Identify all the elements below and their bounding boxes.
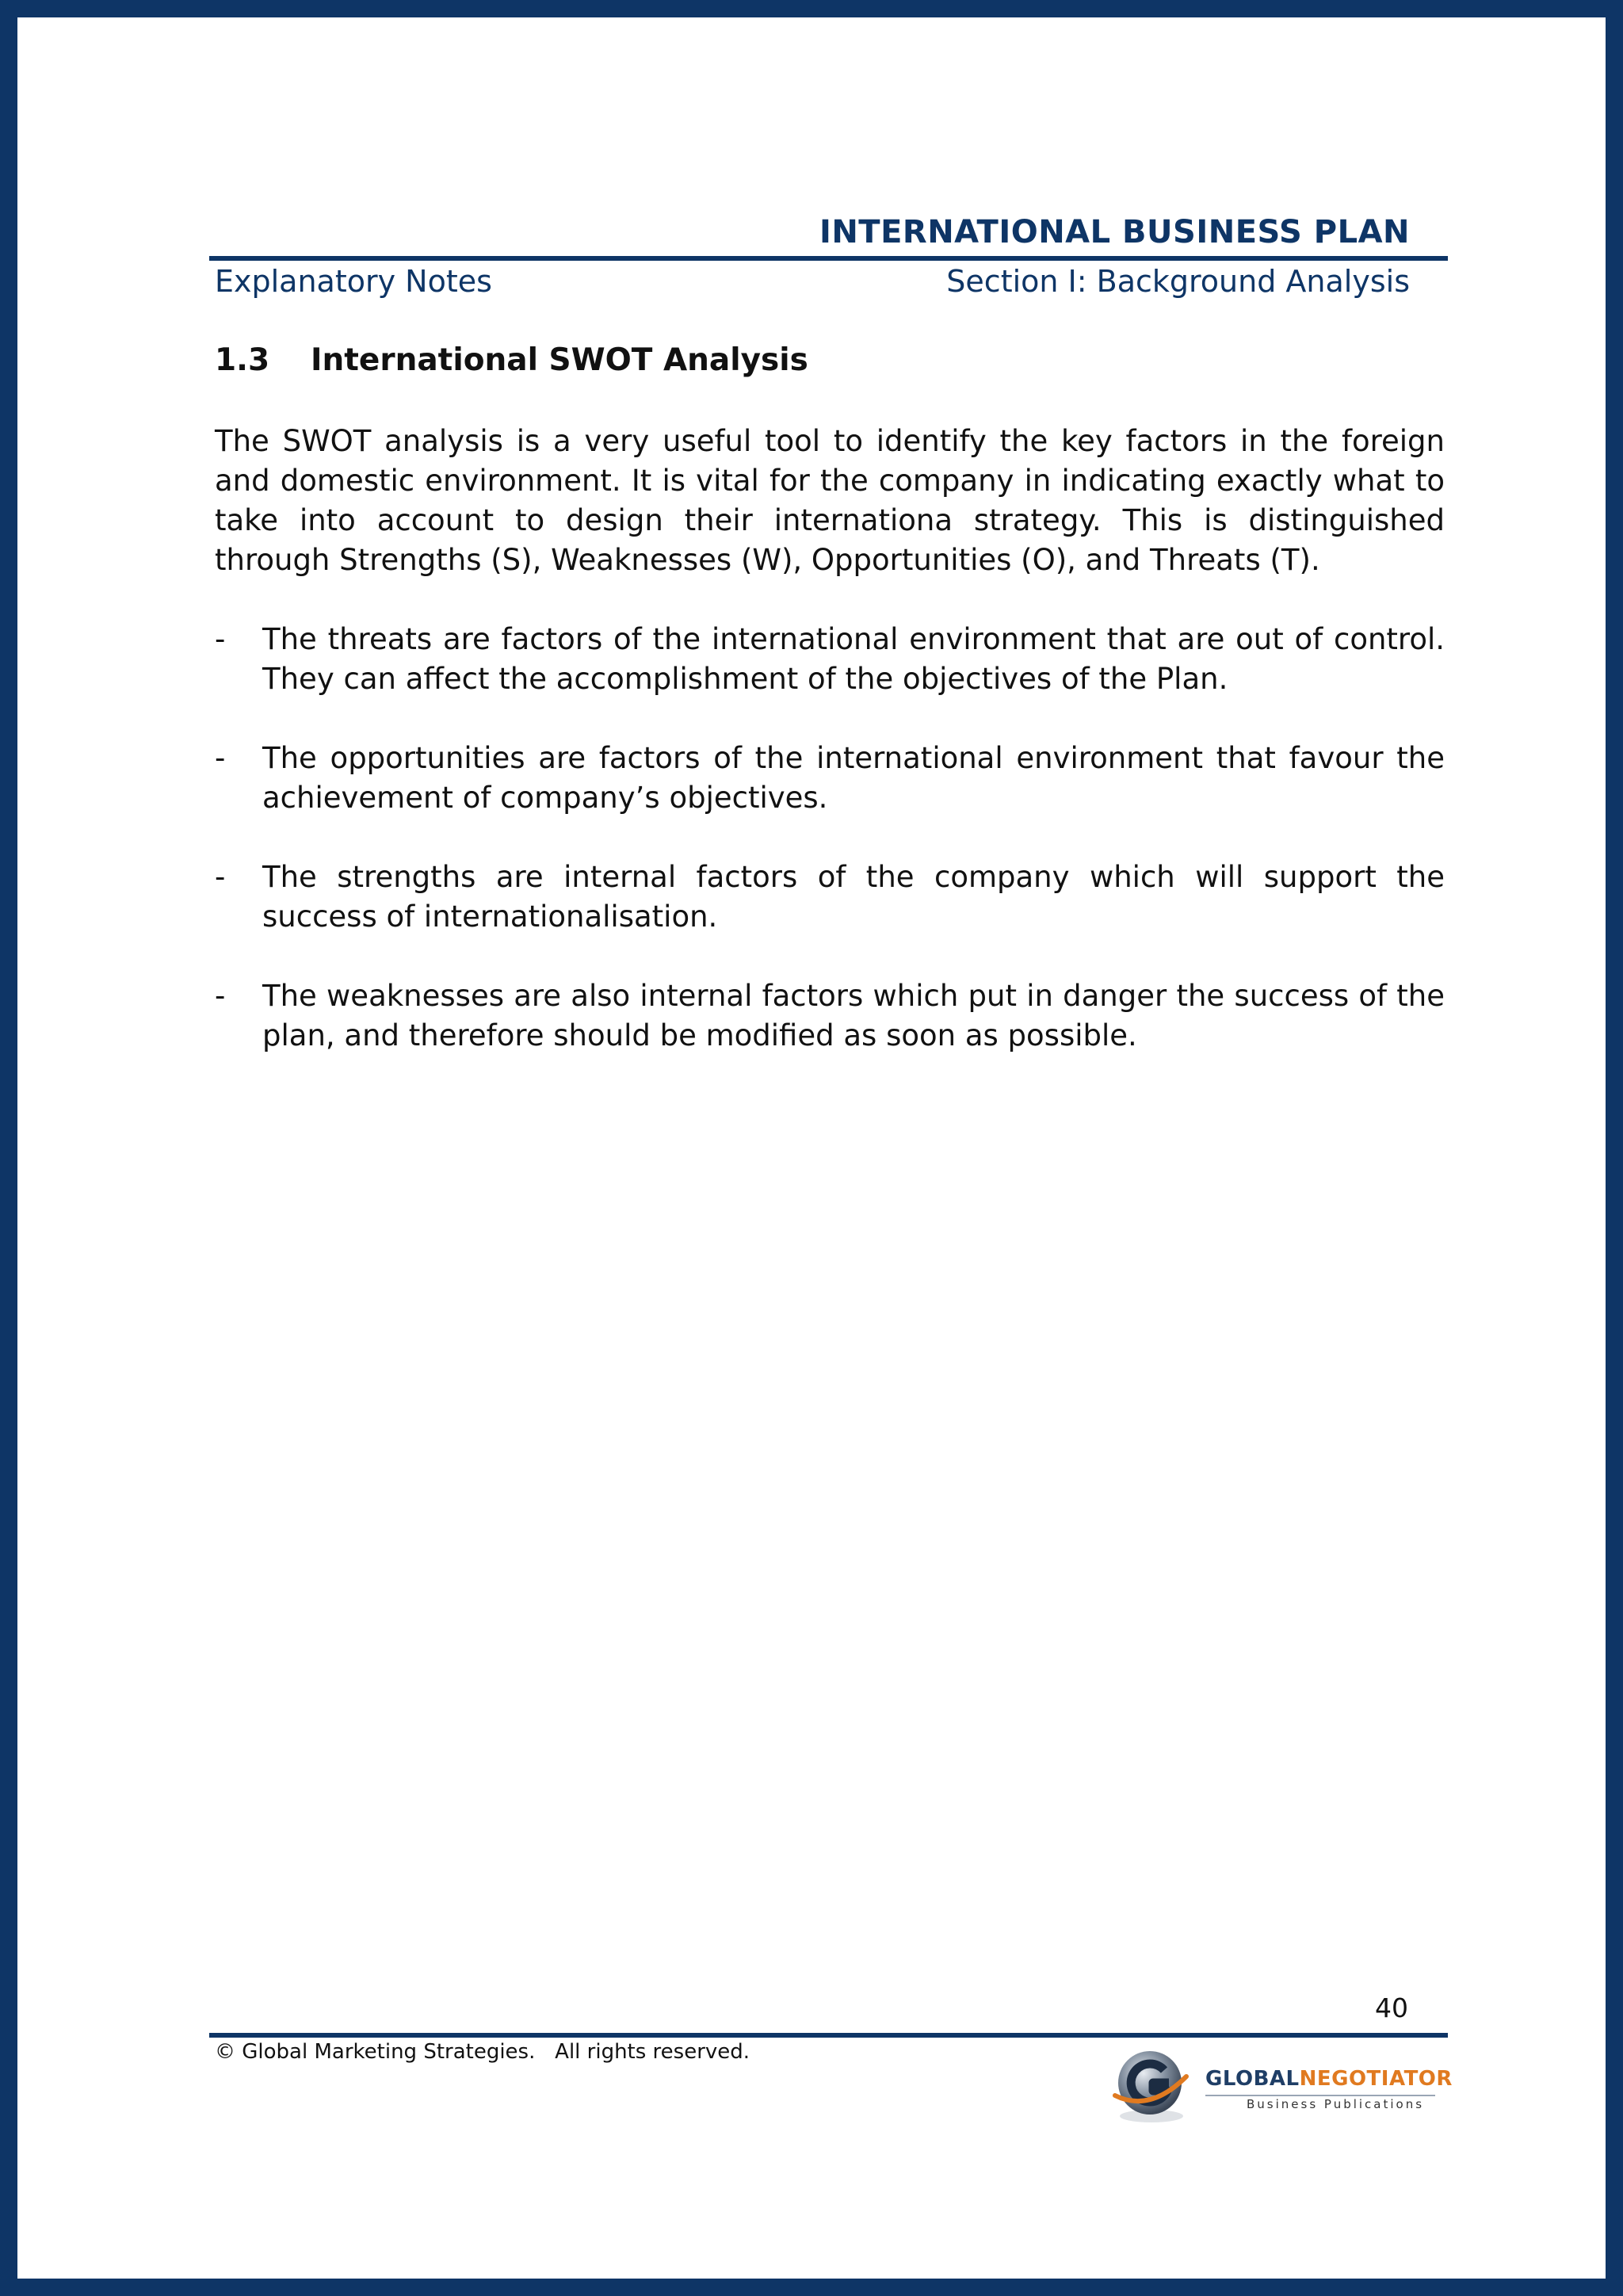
publisher-logo — [1107, 2046, 1453, 2126]
bullet-marker: - — [215, 860, 226, 894]
bullet-text: The weaknesses are also internal factors which put in danger the success of the plan, and therefore should be modified as soon as possible. — [262, 979, 1445, 1052]
bullet-item-opportunities — [215, 739, 1445, 818]
page-number: 40 — [1375, 1992, 1408, 2023]
header-left-label: Explanatory Notes — [215, 264, 492, 299]
bullet-marker: - — [215, 979, 226, 1013]
header-divider — [209, 256, 1448, 261]
logo-wordmark: GLOBALNEGOTIATOR — [1205, 2067, 1453, 2091]
bullet-text: The strengths are internal factors of the company which will support the success of internationalisation. — [262, 860, 1445, 934]
body-content — [215, 422, 1445, 1095]
intro-paragraph: The SWOT analysis is a very useful tool to identify the key factors in the foreign and domestic environment. It is vital for the company in indicating exactly what to take into account to design their internationa strategy. This is distinguished through Strengths (S), Weaknesses (W), Opportunities (O), and Threats (T). — [215, 424, 1445, 577]
copyright-notice: © Global Marketing Strategies. All rights reserved. — [215, 2040, 750, 2064]
section-number: 1.3 — [215, 342, 270, 378]
bullet-marker: - — [215, 741, 226, 775]
logo-subtitle: Business Publications — [1247, 2097, 1425, 2111]
section-heading — [215, 342, 808, 378]
logo-underline — [1205, 2095, 1435, 2096]
bullet-marker: - — [215, 622, 226, 656]
footer-divider — [209, 2033, 1448, 2038]
section-title: International SWOT Analysis — [311, 342, 808, 378]
globe-logo-icon — [1107, 2046, 1193, 2126]
bullet-item-strengths — [215, 858, 1445, 937]
bullet-item-threats — [215, 620, 1445, 699]
header-section-label: Section I: Background Analysis — [946, 264, 1410, 299]
document-title: INTERNATIONAL BUSINESS PLAN — [819, 214, 1410, 250]
bullet-item-weaknesses — [215, 976, 1445, 1056]
bullet-text: The threats are factors of the international environment that are out of control. They can affect the accomplishment of the objectives of the Plan. — [262, 622, 1445, 696]
bullet-text: The opportunities are factors of the international environment that favour the achievement of company’s objectives. — [262, 741, 1445, 815]
